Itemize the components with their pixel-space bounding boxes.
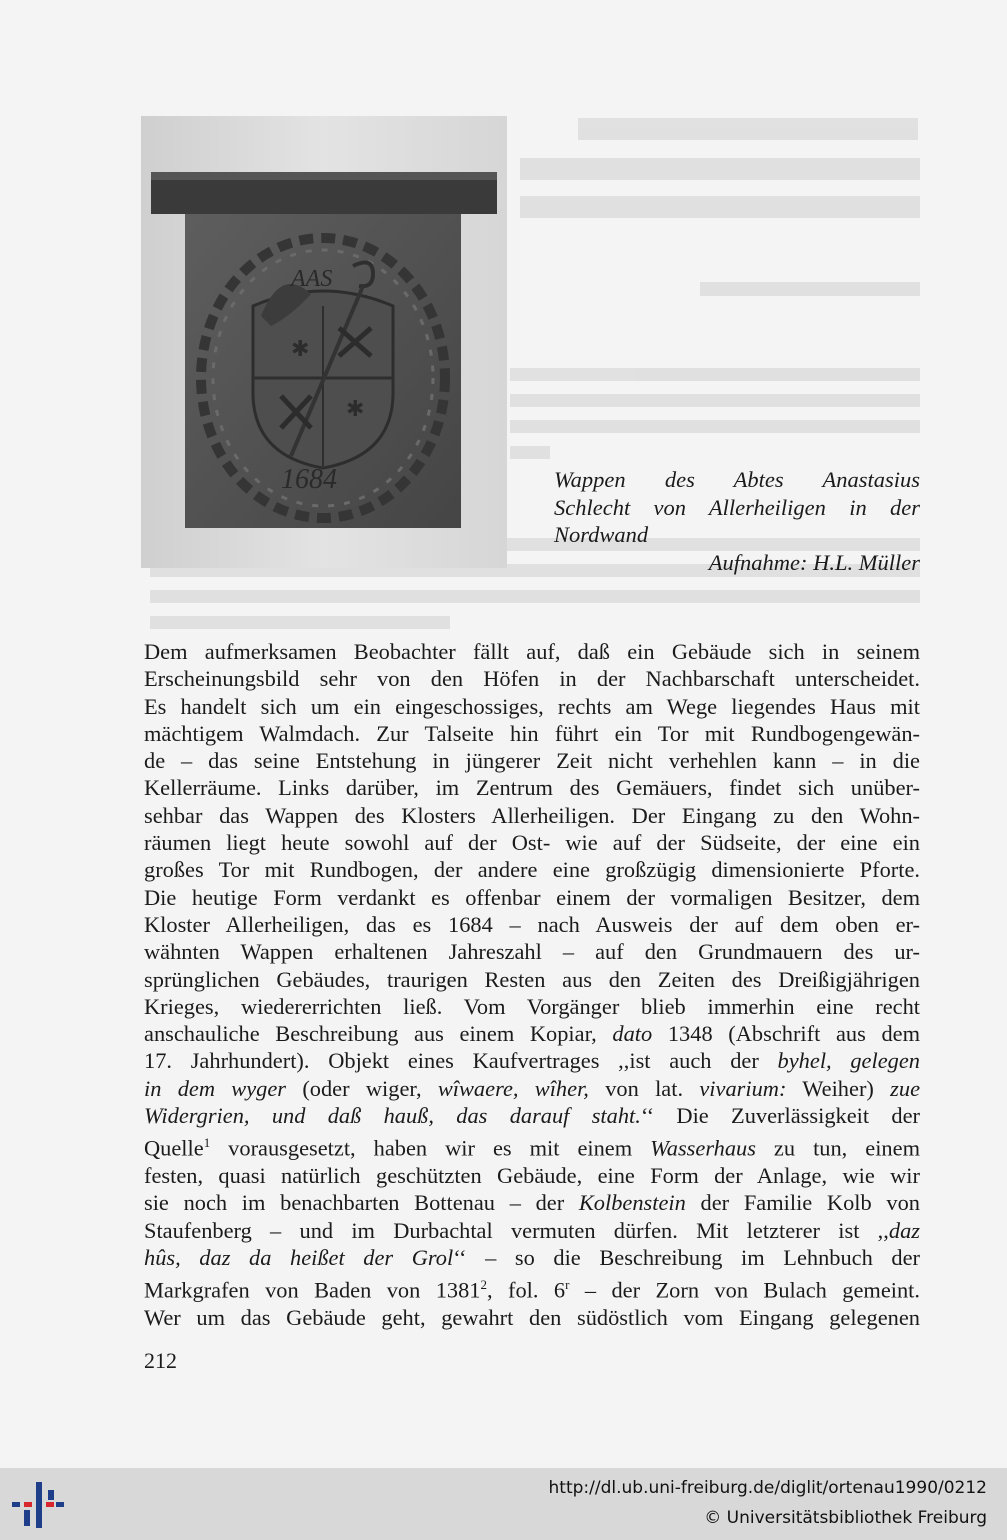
text-run-italic: in dem wyger — [144, 1075, 287, 1101]
text-run: ‘‘ Die Zuverlässigkeit der — [640, 1103, 920, 1129]
text-run-italic: wîwaere, wîher, — [437, 1075, 589, 1101]
caption-line-2: Schlecht von Allerheiligen in der — [554, 494, 920, 520]
text-run: , fol. 6 — [487, 1277, 566, 1303]
inscription-year: 1684 — [281, 464, 337, 495]
text-run-italic: Wasserhaus — [650, 1135, 756, 1161]
text-run: – der Zorn von Bulach gemeint. — [569, 1277, 920, 1303]
text-line: wähnten Wappen erhaltenen Jahreszahl – auf den Grundmauern des ur- — [144, 939, 920, 965]
text-line — [144, 1075, 920, 1102]
text-line — [144, 1102, 920, 1129]
text-line: Erscheinungsbild sehr von den Höfen in der Nachbarschaft unterscheidet. — [144, 666, 920, 692]
svg-text:✱: ✱ — [346, 397, 365, 422]
page-number: 212 — [144, 1348, 177, 1373]
text-line: Wer um das Gebäude geht, gewahrt den südöstlich vom Eingang gelegenen — [144, 1305, 920, 1331]
text-run: Markgrafen von Baden von 1381 — [144, 1277, 481, 1303]
text-line: Kellerräume. Links darüber, im Zentrum des Gemäuers, findet sich unüber- — [144, 775, 920, 801]
text-run-italic: hûs, daz da heißet der Grol — [144, 1245, 454, 1270]
text-run-italic: Widergrien, und daß hauß, das darauf staht. — [144, 1103, 641, 1129]
text-line — [144, 1129, 920, 1162]
text-run-italic: vivarium: — [699, 1075, 787, 1101]
photo-credit: Aufnahme: H.L. Müller — [708, 549, 920, 575]
text-line: sprünglichen Gebäudes, traurigen Resten aus den Zeiten des Dreißigjährigen — [144, 966, 920, 992]
text-line: Dem aufmerksamen Beobachter fällt auf, daß ein Gebäude sich in seinem — [144, 639, 920, 664]
caption-line-3: Nordwand — [554, 522, 649, 547]
text-run: ‘‘ – so die Beschreibung im Lehnbuch der — [453, 1245, 920, 1270]
text-run: anschauliche Beschreibung aus einem Kopiar, — [144, 1021, 613, 1047]
photo-caption — [554, 466, 920, 576]
text-line — [144, 1020, 920, 1047]
text-line — [144, 1189, 920, 1216]
text-run: Staufenberg – und im Durbachtal vermuten dürfen. Mit letzterer ist ,, — [144, 1217, 889, 1243]
footer-bar — [0, 1468, 1007, 1540]
footnote-marker: 2 — [480, 1277, 487, 1293]
text-run: (oder wiger, — [286, 1075, 438, 1101]
source-url-link[interactable]: http://dl.ub.uni-freiburg.de/diglit/ortenau1990/0212 — [548, 1478, 987, 1498]
text-line: Die heutige Form verdankt es offenbar einem der vormaligen Besitzer, dem — [144, 884, 920, 910]
text-run-italic: Kolbenstein — [578, 1190, 686, 1216]
text-run-italic: dato — [612, 1021, 653, 1047]
inscription-top: AAS — [291, 266, 333, 292]
text-line — [144, 1244, 920, 1271]
text-run: sie noch im benachbarten Bottenau – der — [144, 1190, 579, 1216]
text-run-italic: byhel, gelegen — [777, 1048, 920, 1074]
text-run-italic: zue — [890, 1075, 921, 1101]
footnote-marker: 1 — [203, 1135, 211, 1151]
text-line: de – das seine Entstehung in jüngerer Zeit nicht verhehlen kann – in die — [144, 748, 920, 774]
text-run: 1348 (Abschrift aus dem — [652, 1021, 920, 1047]
coat-of-arms-photo — [141, 116, 507, 568]
text-line: sehbar das Wappen des Klosters Allerheiligen. Der Eingang zu den Wohn- — [144, 802, 920, 828]
library-logo-icon — [12, 1482, 64, 1528]
text-run: 17. Jahrhundert). Objekt eines Kaufvertrages ,,ist auch der — [144, 1048, 778, 1074]
text-line: Es handelt sich um ein eingeschossiges, rechts am Wege liegendes Haus mit — [144, 693, 920, 719]
text-run: Quelle — [144, 1135, 204, 1161]
text-line: festen, quasi natürlich geschützten Gebäude, eine Form der Anlage, wie wir — [144, 1163, 920, 1189]
text-line: räumen liegt heute sowohl auf der Ost- wie auf der Südseite, der eine ein — [144, 830, 920, 856]
text-line: großes Tor mit Rundbogen, der andere eine großzügig dimensionierte Pforte. — [144, 857, 920, 883]
body-text — [144, 638, 920, 1331]
text-run: Weiher) — [786, 1075, 891, 1101]
text-run: von lat. — [588, 1075, 700, 1101]
text-line — [144, 1047, 920, 1074]
caption-line-1: Wappen des Abtes Anastasius — [554, 467, 920, 492]
text-line: mächtigem Walmdach. Zur Talseite hin führt ein Tor mit Rundbogengewän- — [144, 720, 920, 746]
text-run-italic: daz — [888, 1217, 920, 1243]
text-line — [144, 1217, 920, 1244]
text-line — [144, 1271, 920, 1304]
text-line: Krieges, wiedererrichten ließ. Vom Vorgänger blieb immerhin eine recht — [144, 993, 920, 1019]
svg-text:✱: ✱ — [291, 337, 310, 362]
recto-marker: r — [565, 1277, 570, 1293]
text-run: vorausgesetzt, haben wir es mit einem — [210, 1135, 651, 1161]
copyright-notice: © Universitätsbibliothek Freiburg — [704, 1508, 987, 1528]
text-run: zu tun, einem — [755, 1135, 920, 1161]
text-run: der Familie Kolb von — [685, 1190, 920, 1216]
text-line: Kloster Allerheiligen, das es 1684 – nach Ausweis der auf dem oben er- — [144, 911, 920, 937]
